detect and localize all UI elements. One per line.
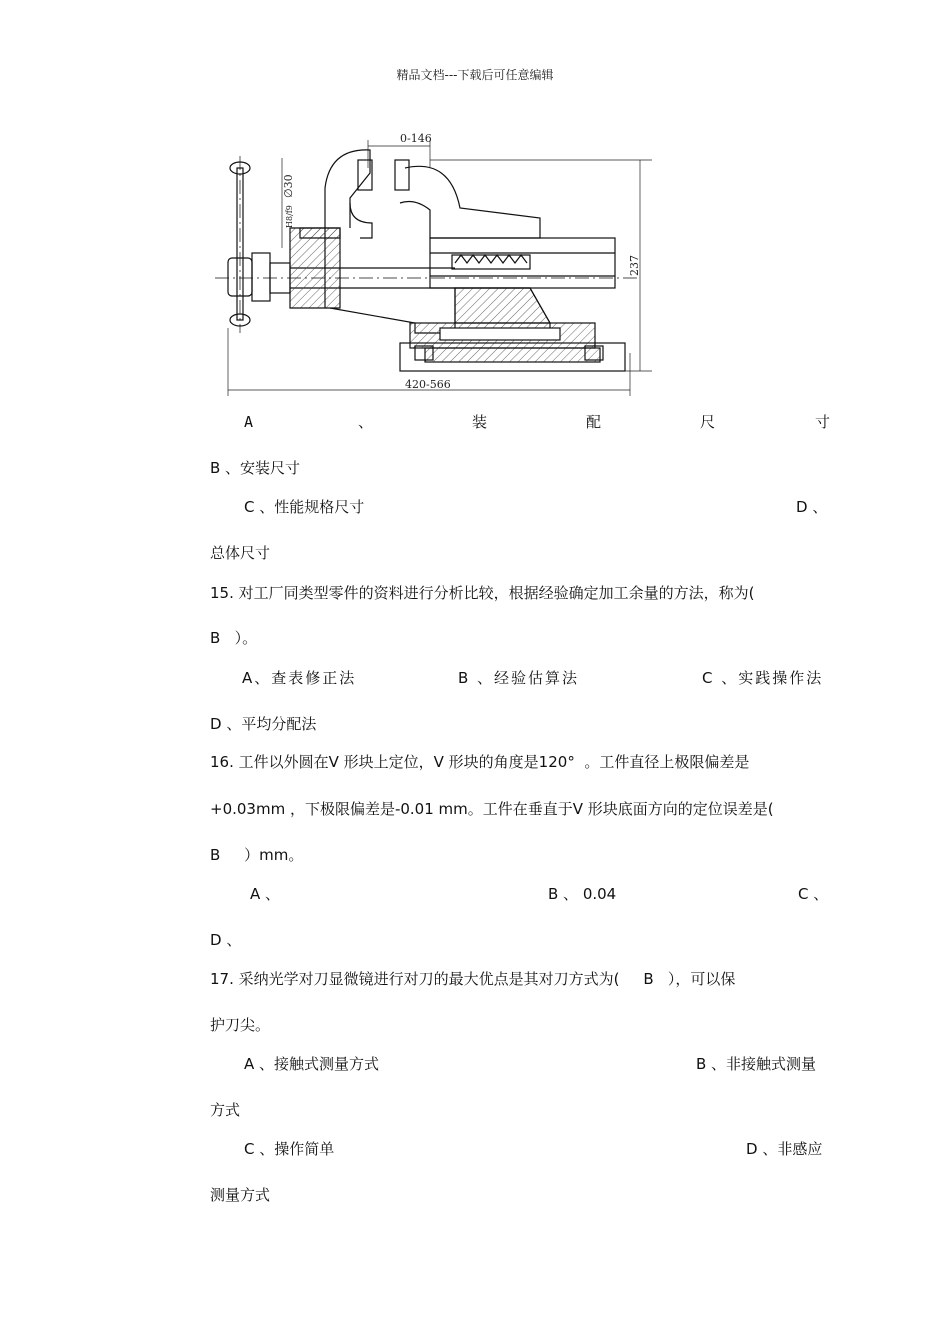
- bench-vise-drawing: [200, 128, 660, 398]
- dim-diameter-label: ∅30: [282, 174, 295, 198]
- q16-stem-line2: +0.03mm ，下极限偏差是-0.01 mm。工件在垂直于V 形块底面方向的定位误差是(: [210, 800, 774, 818]
- q17-stem-line2: 护刀尖。: [210, 1016, 271, 1034]
- q14-option-d-label: D 、: [796, 498, 828, 516]
- q17-option-c: C 、操作简单: [244, 1140, 335, 1158]
- q14-option-a-char1: 装: [472, 413, 488, 431]
- q17-option-d: D 、非感应: [746, 1140, 823, 1158]
- q17-option-b-continued: 方式: [210, 1101, 241, 1119]
- q14-option-a-letter: A: [244, 413, 254, 431]
- q16-stem-line3: B ）mm。: [210, 846, 304, 864]
- q16-option-b: B 、 0.04: [548, 885, 617, 903]
- q15-stem-line2: B ）。: [210, 629, 258, 647]
- q17-option-b: B 、非接触式测量: [696, 1055, 817, 1073]
- q14-option-a-char2: 配: [586, 413, 602, 431]
- q16-option-c: C 、: [798, 885, 829, 903]
- q17-stem-line1: 17. 采纳光学对刀显微镜进行对刀的最大优点是其对刀方式为( B ），可以保: [210, 970, 736, 988]
- dim-bottom-label: 420-566: [405, 378, 451, 391]
- q14-option-b: B 、安装尺寸: [210, 459, 301, 477]
- q14-option-a-comma: 、: [358, 413, 374, 431]
- q15-option-c: C 、实践操作法: [702, 669, 824, 687]
- q15-option-a: A、查表修正法: [242, 669, 357, 687]
- q16-stem-line1: 16. 工件以外圆在V 形块上定位，V 形块的角度是120° 。工件直径上极限偏差是: [210, 753, 750, 771]
- q17-option-a: A 、接触式测量方式: [244, 1055, 380, 1073]
- q14-option-d-text: 总体尺寸: [210, 544, 271, 562]
- page-header: 精品文档---下载后可任意编辑: [396, 68, 554, 82]
- dim-fit-label: H8/f9: [285, 205, 294, 228]
- dim-height-label: 237: [628, 255, 641, 276]
- q14-option-a-char4: 寸: [815, 413, 831, 431]
- q14-option-c: C 、性能规格尺寸: [244, 498, 365, 516]
- q15-option-d: D 、平均分配法: [210, 715, 317, 733]
- q16-option-a: A 、: [250, 885, 281, 903]
- q14-option-a-char3: 尺: [700, 413, 716, 431]
- q15-stem-line1: 15. 对工厂同类型零件的资料进行分析比较，根据经验确定加工余量的方法，称为(: [210, 584, 755, 602]
- q15-option-b: B 、经验估算法: [458, 669, 580, 687]
- dim-top-label: 0-146: [400, 132, 432, 145]
- q17-option-d-continued: 测量方式: [210, 1186, 271, 1204]
- q16-option-d: D 、: [210, 931, 242, 949]
